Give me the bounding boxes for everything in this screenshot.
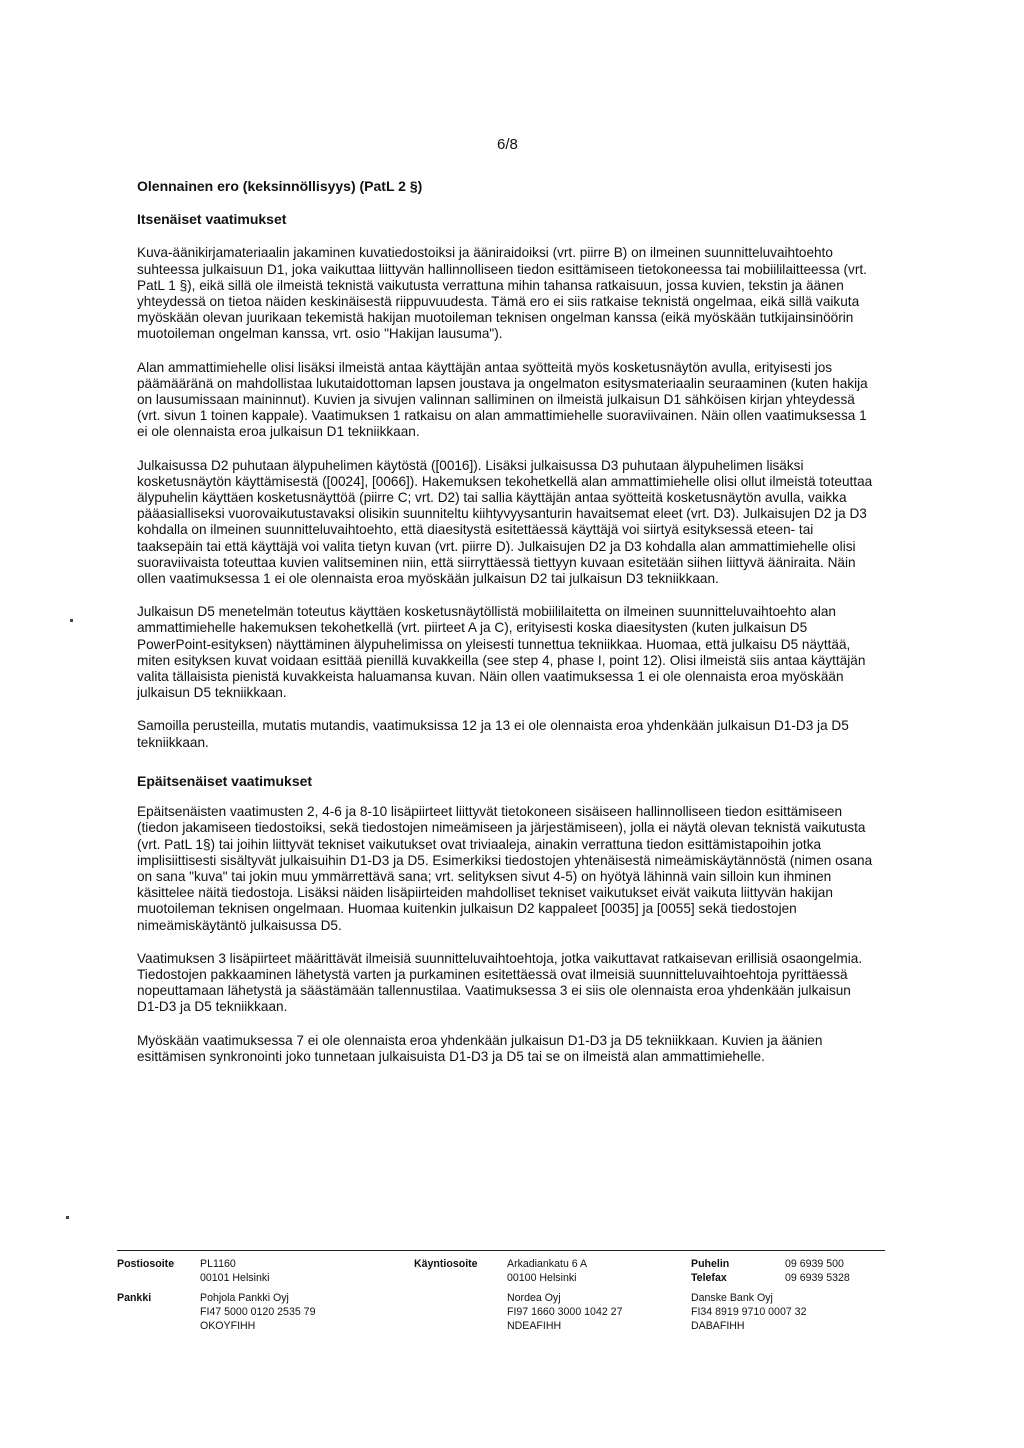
footer-row	[117, 1291, 885, 1305]
letterhead-footer	[117, 1257, 885, 1333]
scan-mark	[70, 619, 73, 622]
paragraph-dependent-2: Vaatimuksen 3 lisäpiirteet määrittävät ilmeisiä suunnitteluvaihtoehtoja, jotka vaikuttavat ratkaisevan erillisiä osaongelmia. Tiedostojen pakkaaminen lähetystä varten ja purkaminen esitettäessä ovat ilmeisiä suunnitteluvaihtoehtoja pyrittäessä nopeuttamaan lähetystä ja säästämään tallennustilaa. Vaatimuksessa 3 ei siis ole olennaista eroa yhdenkään julkaisun D1-D3 ja D5 tekniikkaan.	[137, 950, 863, 1015]
footer-row	[117, 1271, 885, 1285]
scan-mark	[66, 1216, 69, 1219]
bank-label: Pankki	[117, 1292, 152, 1304]
bank3-iban: FI34 8919 9710 0007 32	[691, 1306, 807, 1318]
paragraph-dependent-1: Epäitsenäisten vaatimusten 2, 4-6 ja 8-10 lisäpiirteet liittyvät tietokoneen sisäiseen hallinnolliseen tiedon esittämiseen (tiedon jakamiseen tiedostoiksi, sekä tiedostojen nimeämiseen ja järjestämiseen), jolla ei näytä olevan teknistä vaikutusta (vrt. PatL 1§) tai joihin liittyvät tekniset vaikutukset ovat triviaaleja, ainakin verrattuna tiedon esittämistapoihin jotka implisiittisesti sisältyvät julkaisuihin D1-D3 ja D5. Esimerkiksi tiedostojen yhtenäisestä nimeämiskäytännöstä (nimen osana on sana "kuva" tai jokin muu ymmärrettävä sana; vrt. selityksen sivut 4-5) on hyötyä lähinnä vain silloin kun ihminen käsittelee näitä tiedostoja. Lisäksi näiden lisäpiirteiden mahdolliset tekniset vaikutukset eivät vaikuta liittyvän hakijan muotoileman teknisen ongelmaan. Huomaa kuitenkin julkaisun D2 kappaleet [0035] ja [0055] sekä tiedostojen nimeämiskäytäntö julkaisussa D5.	[137, 804, 873, 933]
bank1-name: Pohjola Pankki Oyj	[200, 1292, 289, 1304]
fax-number: 09 6939 5328	[785, 1272, 850, 1284]
subheading-independent-claims: Itsenäiset vaatimukset	[137, 211, 287, 228]
paragraph-independent-1: Kuva-äänikirjamateriaalin jakaminen kuvatiedostoiksi ja ääniraidoiksi (vrt. piirre B) on ilmeinen suunnitteluvaihtoehto suhteessa julkaisuun D1, joka vaikuttaa liittyvän hallinnolliseen tiedon esittämiseen tietokoneessa tai mobiililaitteessa (vrt. PatL 1 §), eikä sillä ole ilmeistä teknistä vaikutusta verrattuna mihin tahansa ratkaisuun, jossa kuvien, tekstin ja äänen yhteydessä on tietoa näiden keskinäisestä riippuvuudesta. Tämä ero ei siis ratkaise teknistä ongelmaa, eikä sillä vaikuta myöskään olevan juurikaan tekemistä hakijan muotoileman teknisen ongelman kanssa (eikä myöskään tutkijainsinöörin muotoileman ongelman kanssa, vrt. osio "Hakijan lausuma").	[137, 245, 867, 342]
page-number: 6/8	[497, 136, 518, 153]
postal-box: PL1160	[200, 1258, 236, 1270]
bank3-name: Danske Bank Oyj	[691, 1292, 773, 1304]
visiting-city: 00100 Helsinki	[507, 1272, 577, 1284]
footer-divider	[117, 1250, 885, 1251]
paragraph-independent-4: Julkaisun D5 menetelmän toteutus käyttäen kosketusnäytöllistä mobiililaitetta on ilmeinen suunnitteluvaihtoehto alan ammattimiehelle hakemuksen tekohetkellä (vrt. piirteet A ja C), erityisesti koska diaesitysten (kuten julkaisun D5 PowerPoint-esityksen) näyttäminen älypuhelimissa on yleisesti tunnettua tekniikkaa. Huomaa, että julkaisu D5 näyttää, miten esityksen kuvat voidaan esittää pienillä kuvakkeilla (see step 4, phase I, point 12). Olisi ilmeistä siis antaa käyttäjän valita tällaisista pienistä kuvakkeista haluamansa kuvan. Näin ollen vaatimuksessa 1 ei ole olennaista eroa myöskään julkaisun D5 tekniikkaan.	[137, 604, 866, 701]
bank2-bic: NDEAFIHH	[507, 1320, 562, 1332]
paragraph-dependent-3: Myöskään vaatimuksessa 7 ei ole olennaista eroa yhdenkään julkaisun D1-D3 ja D5 tekniikkaan. Kuvien ja äänien esittämisen synkronointi joko tunnetaan julkaisuista D1-D3 ja D5 tai se on ilmeistä alan ammattimiehelle.	[137, 1032, 823, 1064]
phone-number: 09 6939 500	[785, 1258, 844, 1270]
fax-label: Telefax	[691, 1272, 727, 1284]
paragraph-independent-5: Samoilla perusteilla, mutatis mutandis, vaatimuksissa 12 ja 13 ei ole olennaista eroa yhdenkään julkaisun D1-D3 ja D5 tekniikkaan.	[137, 718, 849, 750]
bank2-name: Nordea Oyj	[507, 1292, 561, 1304]
paragraph-independent-2: Alan ammattimiehelle olisi lisäksi ilmeistä antaa käyttäjän antaa syötteitä myös kosketusnäytön avulla, erityisesti jos päämääränä on mahdollistaa lukutaidottoman lapsen joustava ja ongelmaton esitysmateriaalin seuraaminen (kuten hakija on lausumissaan maininnut). Kuvien ja sivujen valinnan salliminen on ilmeistä julkaisun D1 sähköisen kirjan yhteydessä (vrt. sivun 1 toinen kappale). Vaatimuksen 1 ratkaisu on alan ammattimiehelle suoraviivainen. Näin ollen vaatimuksessa 1 ei ole olennaista eroa julkaisun D1 tekniikkaan.	[137, 359, 868, 440]
bank1-bic: OKOYFIHH	[200, 1320, 256, 1332]
footer-row	[117, 1319, 885, 1333]
subheading-dependent-claims: Epäitsenäiset vaatimukset	[137, 772, 313, 789]
phone-label: Puhelin	[691, 1258, 730, 1270]
bank2-iban: FI97 1660 3000 1042 27	[507, 1306, 623, 1318]
section-heading-inventive-step: Olennainen ero (keksinnöllisyys) (PatL 2 §)	[137, 178, 423, 194]
document-body	[137, 178, 874, 1082]
postal-address-label: Postiosoite	[117, 1258, 175, 1270]
bank3-bic: DABAFIHH	[691, 1320, 745, 1332]
paragraph-independent-3: Julkaisussa D2 puhutaan älypuhelimen käytöstä ([0016]). Lisäksi julkaisussa D3 puhutaan älypuhelimen lisäksi kosketusnäytön käyttämisestä ([0024], [0066]). Hakemuksen tekohetkellä alan ammattimiehelle olisi ollut ilmeistä toteuttaa älypuhelin käyttäen kosketusnäyttöä (piirre C; vrt. D2) tai sallia käyttäjän antaa syötteitä kosketusnäytön avulla, vaikka pääasialliseksi vuorovaikutustavaksi olisikin suunniteltu kiihtyvyysanturin havaitsemat eleet (vrt. D3). Julkaisujen D2 ja D3 kohdalla on ilmeinen suunnitteluvaihtoehto, että diaesitystä esitettäessä käyttäjä voi siirtyä esityksessä eteen- tai taaksepäin tai että käyttäjä voi valita tietyn kuvan (vrt. piirre D). Julkaisujen D2 ja D3 kohdalla alan ammattimiehelle olisi suoraviivaista toteuttaa kuvien valitseminen niin, että siirryttäessä tiettyyn kuvaan esitetään siihen liittyvä ääniraita. Näin ollen vaatimuksessa 1 ei ole olennaista eroa myöskään julkaisun D2 tai julkaisun D3 tekniikkaan.	[137, 457, 873, 587]
bank1-iban: FI47 5000 0120 2535 79	[200, 1306, 316, 1318]
footer-row	[117, 1305, 885, 1319]
footer-row	[117, 1257, 885, 1271]
postal-city: 00101 Helsinki	[200, 1272, 270, 1284]
visiting-street: Arkadiankatu 6 A	[507, 1258, 588, 1270]
visiting-address-label: Käyntiosoite	[414, 1258, 478, 1270]
